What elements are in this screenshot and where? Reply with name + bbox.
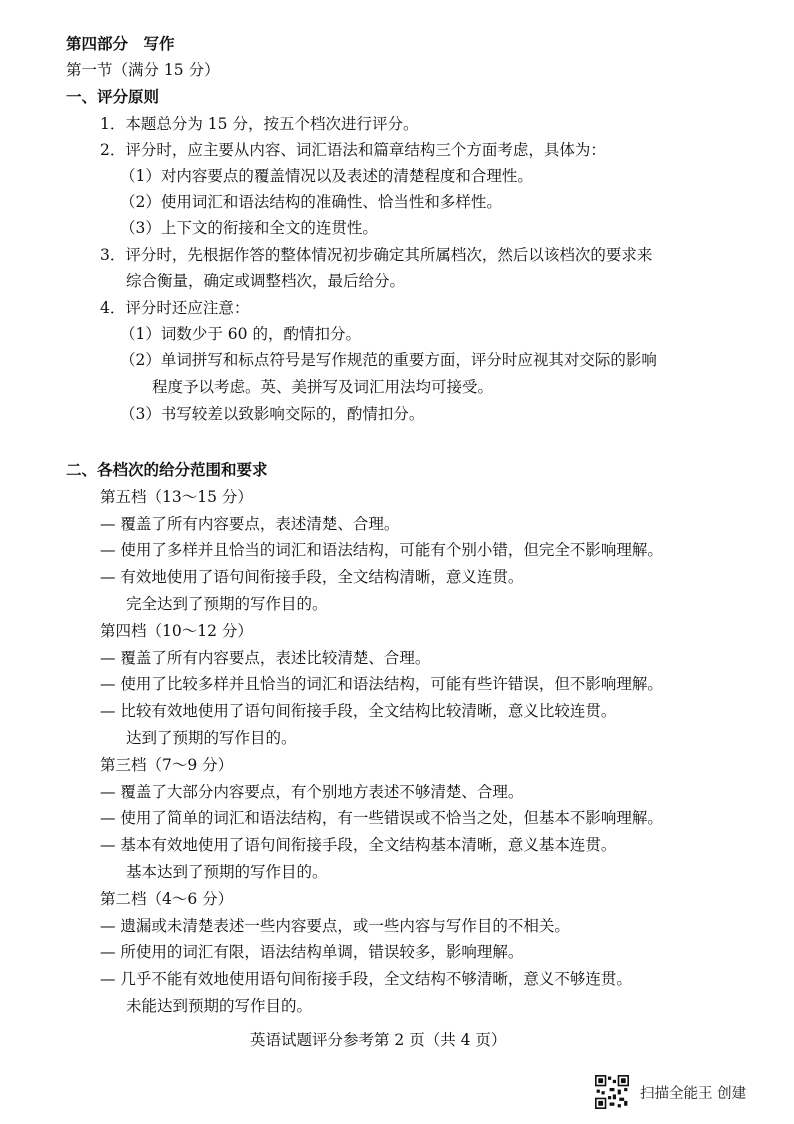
band-point: — 覆盖了所有内容要点，表述清楚、合理。	[100, 515, 400, 533]
band-title: 第三档（7～9 分）	[100, 756, 234, 774]
band-summary: 未能达到预期的写作目的。	[126, 997, 313, 1015]
part-title: 第四部分 写作	[66, 34, 175, 53]
page-footer: 英语试题评分参考第 2 页（共 4 页）	[250, 1031, 507, 1049]
band-summary: 基本达到了预期的写作目的。	[126, 863, 328, 881]
band-point: — 遗漏或未清楚表述一些内容要点，或一些内容与写作目的不相关。	[100, 917, 570, 935]
section-title: 第一节（满分 15 分）	[66, 61, 220, 79]
principle-line: 2．评分时，应主要从内容、词汇语法和篇章结构三个方面考虑，具体为：	[100, 141, 606, 159]
band-point: — 覆盖了大部分内容要点，有个别地方表述不够清楚、合理。	[100, 783, 524, 801]
band-summary: 达到了预期的写作目的。	[126, 729, 297, 747]
band-title: 第四档（10～12 分）	[100, 622, 253, 640]
levels-heading: 二、各档次的给分范围和要求	[66, 460, 268, 479]
band-summary: 完全达到了预期的写作目的。	[126, 595, 328, 613]
scanner-watermark-label: 扫描全能王 创建	[640, 1086, 747, 1102]
band-point: — 有效地使用了语句间衔接手段，全文结构清晰，意义连贯。	[100, 568, 524, 586]
band-point: — 使用了简单的词汇和语法结构，有一些错误或不恰当之处，但基本不影响理解。	[100, 809, 663, 827]
principles-heading: 一、评分原则	[66, 87, 160, 106]
qr-code-icon	[595, 1075, 629, 1109]
principle-line: （3）上下文的衔接和全文的连贯性。	[120, 219, 378, 237]
principle-line: 3．评分时，先根据作答的整体情况初步确定其所属档次，然后以该档次的要求来	[100, 246, 653, 264]
band-point: — 比较有效地使用了语句间衔接手段，全文结构比较清晰，意义比较连贯。	[100, 702, 617, 720]
band-point: — 基本有效地使用了语句间衔接手段，全文结构基本清晰，意义基本连贯。	[100, 836, 617, 854]
principle-line: （1）词数少于 60 的，酌情扣分。	[120, 325, 361, 343]
band-point: — 使用了多样并且恰当的词汇和语法结构，可能有个别小错，但完全不影响理解。	[100, 541, 663, 559]
band-point: — 所使用的词汇有限，语法结构单调，错误较多，影响理解。	[100, 943, 524, 961]
band-point: — 使用了比较多样并且恰当的词汇和语法结构，可能有些许错误，但不影响理解。	[100, 675, 663, 693]
principle-line: （2）使用词汇和语法结构的准确性、恰当性和多样性。	[120, 193, 502, 211]
principle-line: 4．评分时还应注意：	[100, 299, 250, 317]
band-title: 第五档（13～15 分）	[100, 488, 253, 506]
band-point: — 几乎不能有效地使用语句间衔接手段，全文结构不够清晰，意义不够连贯。	[100, 970, 632, 988]
band-title: 第二档（4～6 分）	[100, 890, 234, 908]
principle-line: （1）对内容要点的覆盖情况以及表述的清楚程度和合理性。	[120, 167, 533, 185]
principle-line: 1．本题总分为 15 分，按五个档次进行评分。	[100, 115, 419, 133]
band-point: — 覆盖了所有内容要点，表述比较清楚、合理。	[100, 649, 431, 667]
principle-line: 综合衡量，确定或调整档次，最后给分。	[126, 272, 406, 290]
principle-line: 程度予以考虑。英、美拼写及词汇用法均可接受。	[152, 378, 494, 396]
principle-line: （2）单词拼写和标点符号是写作规范的重要方面，评分时应视其对交际的影响	[120, 351, 657, 369]
principle-line: （3）书写较差以致影响交际的，酌情扣分。	[120, 405, 425, 423]
